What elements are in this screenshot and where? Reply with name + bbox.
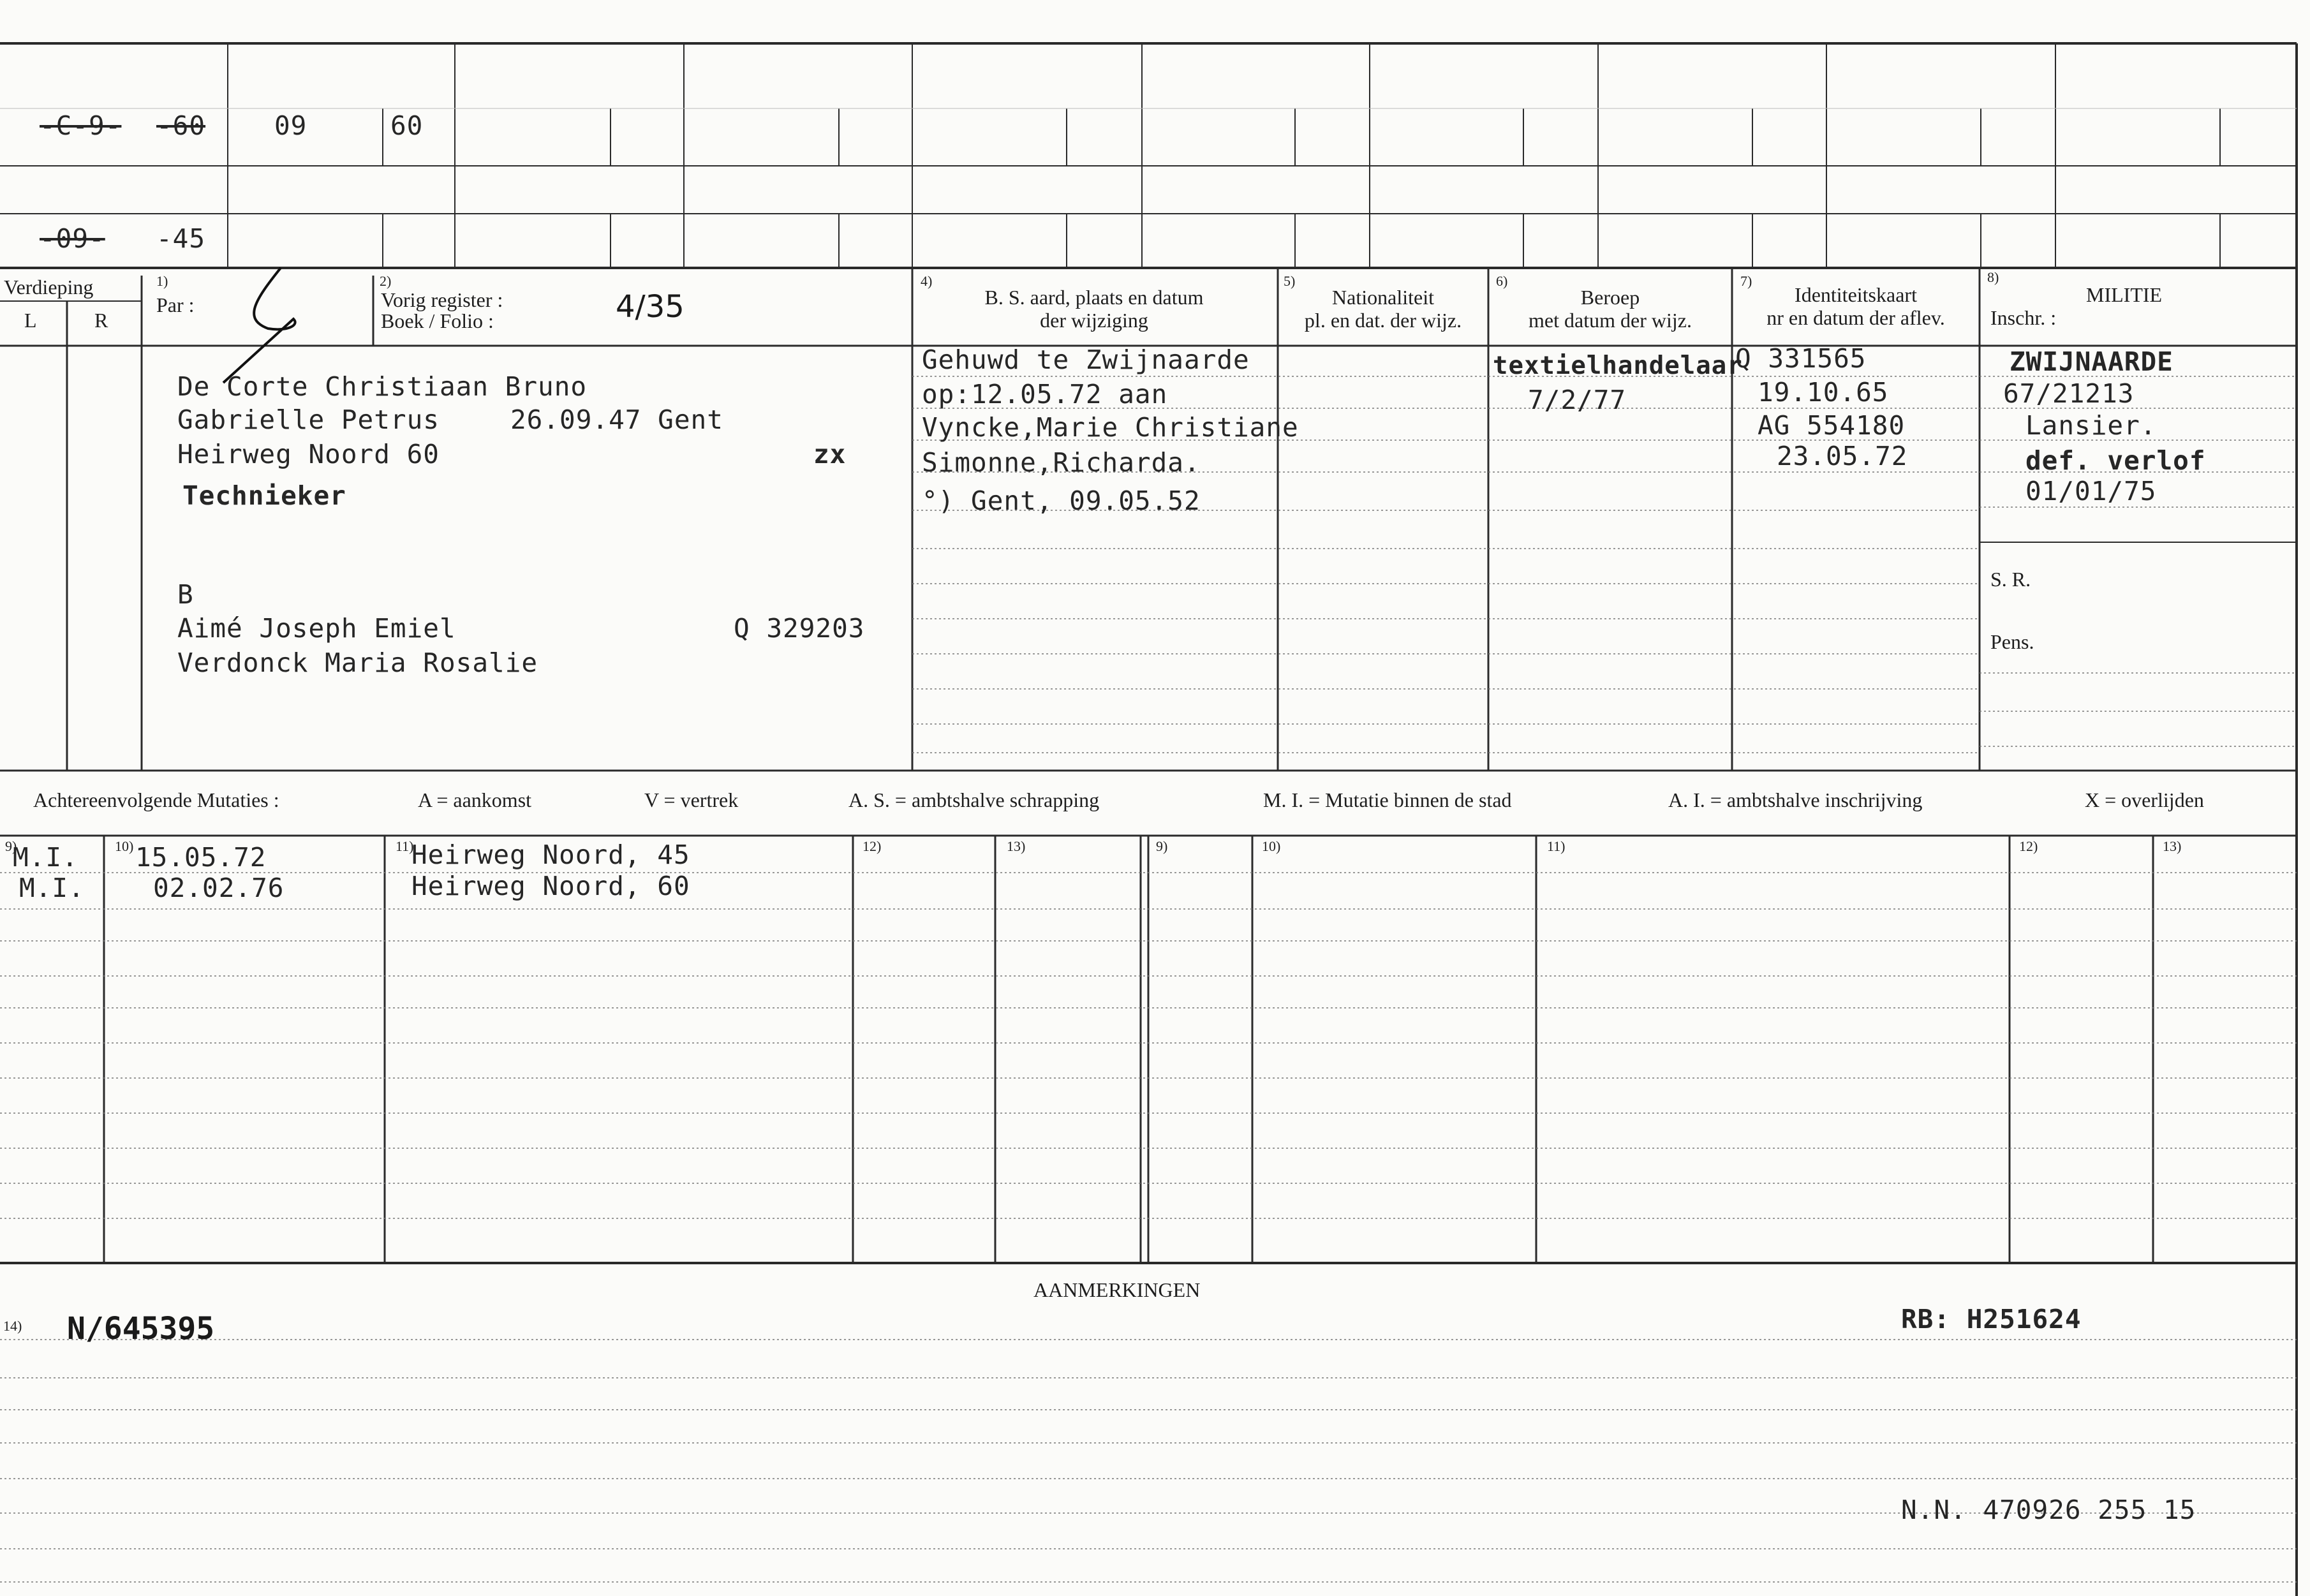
parents-label: B xyxy=(177,579,194,610)
beroep-date: 7/2/77 xyxy=(1528,385,1627,415)
footnote-1: 1) xyxy=(156,273,168,289)
nationaliteit-header-line1: Nationaliteit xyxy=(1332,286,1434,309)
civil-status-line3: Vyncke,Marie Christiane xyxy=(922,412,1299,443)
legend-ambtshalve-schrapping: A. S. = ambtshalve schrapping xyxy=(848,788,1100,811)
pens-label: Pens. xyxy=(1990,630,2034,653)
mutation-address: Heirweg Noord, 45 xyxy=(411,839,690,870)
mutation-type: M.I. xyxy=(13,842,78,873)
civil-status-line1: Gehuwd te Zwijnaarde xyxy=(922,344,1250,375)
bs-header-line2: der wijziging xyxy=(1040,309,1148,332)
bs-header-line1: B. S. aard, plaats en datum xyxy=(984,286,1204,309)
legend-vertrek: V = vertrek xyxy=(644,788,739,811)
top-strip-code-2: -60 xyxy=(156,110,206,141)
person-birth: 26.09.47 Gent xyxy=(510,404,723,435)
top-strip-code-6: -45 xyxy=(156,223,206,254)
footnote-13b: 13) xyxy=(2163,838,2182,854)
person-address: Heirweg Noord 60 xyxy=(177,439,440,469)
inschr-label: Inschr. : xyxy=(1990,306,2057,329)
identity-line4: 23.05.72 xyxy=(1777,441,1908,471)
top-strip-code-5: -09- xyxy=(40,223,105,254)
mutation-date: 15.05.72 xyxy=(135,842,267,873)
legend-overlijden: X = overlijden xyxy=(2085,788,2204,811)
footnote-13a: 13) xyxy=(1007,838,1026,854)
top-strip-code-1: -C-9- xyxy=(40,110,122,141)
top-strip-code-3: 09 xyxy=(274,110,307,141)
footnote-6: 6) xyxy=(1496,273,1508,289)
mutaties-title: Achtereenvolgende Mutaties : xyxy=(33,788,279,811)
footnote-12a: 12) xyxy=(863,838,882,854)
beroep-header-line2: met datum der wijz. xyxy=(1529,309,1692,332)
identiteitskaart-header-line2: nr en datum der aflev. xyxy=(1766,306,1945,329)
footnote-14: 14) xyxy=(3,1318,22,1334)
mutation-type: M.I. xyxy=(19,873,85,903)
father-id: Q 329203 xyxy=(734,613,865,644)
remarks-title: AANMERKINGEN xyxy=(1033,1278,1201,1301)
civil-status-line2: op:12.05.72 aan xyxy=(922,379,1168,410)
footnote-4: 4) xyxy=(921,273,933,289)
footnote-9b: 9) xyxy=(1156,838,1168,854)
footnote-11b: 11) xyxy=(1547,838,1566,854)
militie-line5: 01/01/75 xyxy=(2025,476,2157,506)
identiteitskaart-header-line1: Identiteitskaart xyxy=(1795,283,1917,306)
militie-number: 67/21213 xyxy=(2003,378,2135,409)
remarks-rb-number: RB: H251624 xyxy=(1901,1304,2082,1334)
remarks-nn-number: N.N. 470926 255 15 xyxy=(1901,1495,2196,1525)
remarks-n-number: N/645395 xyxy=(67,1311,215,1347)
beroep-job: textielhandelaar xyxy=(1493,351,1743,380)
footnote-10a: 10) xyxy=(115,838,134,854)
footnote-5: 5) xyxy=(1284,273,1296,289)
militie-place: ZWIJNAARDE xyxy=(2010,346,2173,377)
header-l: L xyxy=(24,309,37,332)
header-r: R xyxy=(94,309,108,332)
identity-line3: AG 554180 xyxy=(1758,410,1906,441)
legend-ambtshalve-inschrijving: A. I. = ambtshalve inschrijving xyxy=(1668,788,1923,811)
footnote-8: 8) xyxy=(1987,269,1999,285)
footnote-2: 2) xyxy=(380,273,392,289)
father-name: Aimé Joseph Emiel xyxy=(177,613,456,644)
person-mark: zx xyxy=(813,439,847,469)
vorig-register-label: Vorig register : xyxy=(381,288,503,311)
sr-label: S. R. xyxy=(1990,568,2031,591)
person-occupation: Technieker xyxy=(182,480,346,511)
footnote-9a: 9) xyxy=(5,838,17,854)
beroep-header-line1: Beroep xyxy=(1580,286,1640,309)
militie-line4: def. verlof xyxy=(2025,445,2206,476)
footnote-7: 7) xyxy=(1740,273,1752,289)
footnote-12b: 12) xyxy=(2019,838,2038,854)
identity-line1: Q 331565 xyxy=(1735,343,1867,374)
folio-value: 4/35 xyxy=(616,289,685,325)
footnote-11a: 11) xyxy=(396,838,414,854)
nationaliteit-header-line2: pl. en dat. der wijz. xyxy=(1304,309,1462,332)
footnote-10b: 10) xyxy=(1262,838,1281,854)
mutation-address: Heirweg Noord, 60 xyxy=(411,871,690,901)
civil-status-line5: °) Gent, 09.05.52 xyxy=(922,485,1201,516)
militie-line3: Lansier. xyxy=(2025,410,2157,441)
par-label: Par : xyxy=(156,293,195,316)
boek-folio-label: Boek / Folio : xyxy=(381,309,494,332)
legend-mutatie-binnen-stad: M. I. = Mutatie binnen de stad xyxy=(1263,788,1512,811)
militie-header: MILITIE xyxy=(2086,283,2163,306)
mother-name: Verdonck Maria Rosalie xyxy=(177,647,538,678)
verdieping-header: Verdieping xyxy=(4,276,94,299)
person-name-line1: De Corte Christiaan Bruno xyxy=(177,371,588,402)
identity-line2: 19.10.65 xyxy=(1758,377,1889,408)
legend-aankomst: A = aankomst xyxy=(418,788,532,811)
top-strip-code-4: 60 xyxy=(390,110,424,141)
person-name-line2: Gabrielle Petrus xyxy=(177,404,440,435)
civil-status-line4: Simonne,Richarda. xyxy=(922,447,1201,478)
mutation-date: 02.02.76 xyxy=(153,873,285,903)
